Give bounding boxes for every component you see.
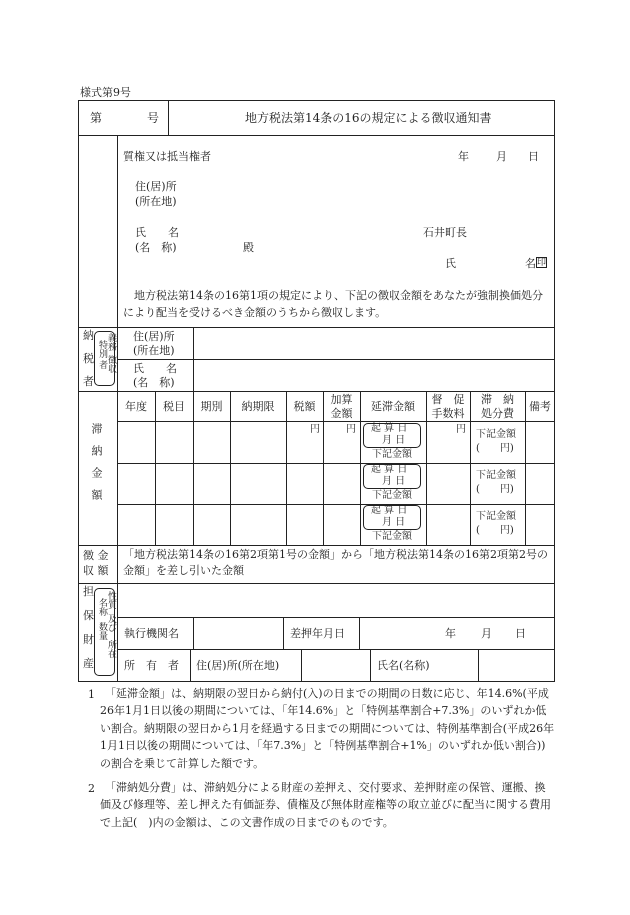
taxpayer-char-3: 者 xyxy=(83,375,94,388)
owner-address-label: 住(居)所(所在地) xyxy=(196,659,280,672)
taxpayer-char-1: 納 xyxy=(83,329,94,342)
kisan-2-1: 起 算 日 xyxy=(371,464,408,475)
seizure-month: 月 xyxy=(481,627,492,640)
collateral-char-2: 保 xyxy=(83,609,94,622)
kisan-3-1: 起 算 日 xyxy=(371,505,408,516)
collateral-char-1: 担 xyxy=(83,585,94,598)
date-day: 日 xyxy=(528,150,539,163)
col-kibetsu: 期別 xyxy=(200,400,223,413)
collateral-inner-1: 名称 xyxy=(97,598,107,616)
arrears-label: 滞納金額 xyxy=(90,423,103,511)
issuer-name-right: 名 xyxy=(525,257,536,270)
number-prefix: 第 xyxy=(90,111,103,125)
collateral-char-3: 財 xyxy=(83,633,94,646)
collateral-char-4: 産 xyxy=(83,657,94,670)
issuer-name-left: 氏 xyxy=(445,257,456,270)
seizure-day: 日 xyxy=(515,627,526,640)
form-label: 様式第9号 xyxy=(80,86,131,99)
shobun-1-1: 下記金額 xyxy=(476,429,516,440)
kisan-1-1: 起 算 日 xyxy=(371,423,408,434)
collateral-inner-2: 性質 xyxy=(106,591,116,609)
owner-label: 所 有 者 xyxy=(124,659,179,672)
notice-body: 地方税法第14条の16第1項の規定により、下記の徴収金額をあなたが強制換価処分により配当を受けるべき金額のうちから徴収します。 xyxy=(123,289,543,320)
collection-label-2: 収 額 xyxy=(83,564,109,577)
yen-zeigaku: 円 xyxy=(310,424,320,435)
note-2-text: 「滞納処分費」は、滞納処分による財産の差押え、交付要求、差押財産の保管、運搬、換価及び修理等、差し押えた有価証券、債権及び無体財産権等の取立並びに配当に関する費用で上記( )内の金額は、この文書作成の日までのものです。 xyxy=(100,781,551,829)
note-2-number: 2 xyxy=(88,782,95,795)
collection-text: 「地方税法第14条の16第2項第1号の金額」から「地方税法第14条の16第2項第2号の金額」を差し引いた金額 xyxy=(123,548,548,577)
collection-label-1: 徴 金 xyxy=(83,549,109,562)
col-tokusoku-2: 手数料 xyxy=(431,407,465,420)
name-label: 氏 名 xyxy=(135,226,179,239)
issuer: 石井町長 xyxy=(423,226,467,239)
note-1-text: 「延滞金額」は、納期限の翌日から納付(入)の日までの期間の日数に応じ、年14.6%(平成26年1月1日以後の期間については、「年14.6%」と「特例基準割合+7.3%」のいずれか低い割合。納期限の翌日から1月を経過する日までの期間については、特例基準割合(平成26年1月1日以後の期間については、「年7.3%」と「特例基準割合+1%」のいずれか低い割合))の割合を乗じて計算した額です。 xyxy=(100,687,555,770)
col-entai: 延滞金額 xyxy=(371,400,415,413)
seizure-label: 差押年月日 xyxy=(290,627,345,640)
owner-name-label: 氏名(名称) xyxy=(377,659,430,672)
taxpayer-inner-2: 義務 xyxy=(106,333,116,351)
col-kasan-2: 金額 xyxy=(330,407,353,420)
col-zeigaku: 税額 xyxy=(293,400,316,413)
date-month: 月 xyxy=(496,150,507,163)
note-1-number: 1 xyxy=(88,688,95,701)
recipient-type: 質権又は抵当権者 xyxy=(123,150,211,163)
kisan-3-2: 月 日 xyxy=(382,517,406,528)
honorific: 殿 xyxy=(243,241,254,254)
taxpayer-inner-3: 徴収 xyxy=(106,355,116,373)
number-suffix: 号 xyxy=(147,111,160,125)
shobun-1-2: ( 円) xyxy=(476,443,514,454)
kisan-2-2: 月 日 xyxy=(382,476,406,487)
shobun-3-1: 下記金額 xyxy=(476,511,516,522)
col-biko: 備考 xyxy=(529,400,551,413)
col-nendo: 年度 xyxy=(125,400,147,413)
shobun-2-1: 下記金額 xyxy=(476,470,516,481)
collateral-inner-4: 数量 xyxy=(97,622,107,640)
kisan-1-2: 月 日 xyxy=(382,435,406,446)
kisan-3-3: 下記金額 xyxy=(372,531,412,542)
shobun-2-2: ( 円) xyxy=(476,484,514,495)
kisan-2-3: 下記金額 xyxy=(372,490,412,501)
form-title: 地方税法第14条の16の規定による徴収通知書 xyxy=(245,111,492,125)
col-taino-1: 滞 納 xyxy=(481,393,514,406)
collateral-inner-3: 及び xyxy=(106,614,116,632)
taxpayer-name-sub: (名 称) xyxy=(133,376,175,389)
address-label: 住(居)所 xyxy=(135,180,177,193)
collateral-inner-5: 所在 xyxy=(106,640,116,658)
taxpayer-char-2: 税 xyxy=(83,352,94,365)
col-zeimoku: 税目 xyxy=(163,400,185,413)
col-taino-2: 処分費 xyxy=(481,407,514,420)
shobun-3-2: ( 円) xyxy=(476,525,514,536)
date-year: 年 xyxy=(458,150,469,163)
address-sub: (所在地) xyxy=(135,195,177,208)
taxpayer-inner-4: 者 xyxy=(97,360,107,369)
taxpayer-name-label: 氏 名 xyxy=(133,362,177,375)
yen-kasan: 円 xyxy=(346,424,356,435)
col-tokusoku-1: 督 促 xyxy=(431,393,465,406)
taxpayer-inner-1: 特別 xyxy=(97,340,107,358)
kisan-1-3: 下記金額 xyxy=(372,449,412,460)
name-sub: (名 称) xyxy=(135,241,177,254)
seal-mark: 印 xyxy=(537,258,547,268)
yen-tokusoku: 円 xyxy=(456,424,466,435)
agency-label: 執行機関名 xyxy=(124,627,179,640)
col-nokigen: 納期限 xyxy=(241,400,275,413)
taxpayer-address-label: 住(居)所 xyxy=(133,330,175,343)
seizure-year: 年 xyxy=(445,627,456,640)
col-kasan-1: 加算 xyxy=(330,393,353,406)
taxpayer-address-sub: (所在地) xyxy=(133,344,175,357)
